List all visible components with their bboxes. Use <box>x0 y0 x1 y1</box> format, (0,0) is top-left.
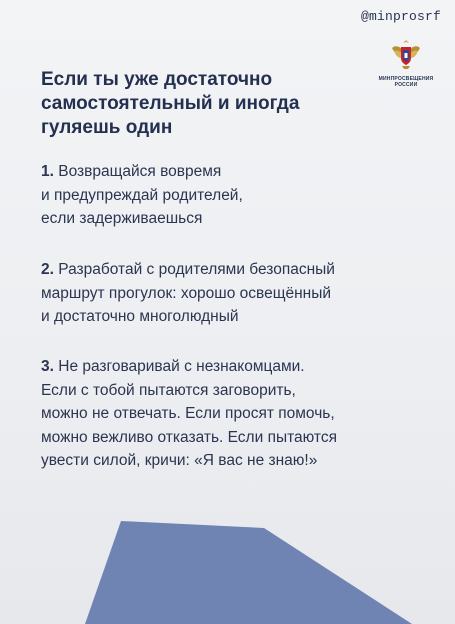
account-handle: @minprosrf <box>360 9 441 24</box>
tip-3-text1: Не разговаривай с незнакомцами. <box>58 358 305 375</box>
tip-2-line3: и достаточно многолюдный <box>41 308 239 325</box>
headline-line2: самостоятельный и иногда <box>41 93 300 114</box>
tip-3-line4: можно вежливо отказать. Если пытаются <box>41 428 337 446</box>
logo-text-line1: МИНПРОСВЕЩЕНИЯ <box>378 76 434 82</box>
tip-2-line2: маршрут прогулок: хорошо освещённый <box>41 284 332 302</box>
tip-2-number: 2. <box>41 261 54 278</box>
tip-1-line3: если задерживаешься <box>41 210 203 227</box>
tip-3-line3: можно не отвечать. Если просят помочь, <box>41 405 335 422</box>
tip-3-line2: Если с тобой пытаются заговорить, <box>41 381 296 399</box>
tip-3-line5: увести силой, кричи: «Я вас не знаю!» <box>41 452 318 469</box>
headline-line1: Если ты уже достаточно <box>41 69 273 90</box>
headline-line3: гуляешь один <box>41 117 173 138</box>
tip-3-number: 3. <box>41 358 54 375</box>
logo-text-line2: РОССИИ <box>394 82 418 88</box>
tip-2-text1: Разработай с родителями безопасный <box>58 261 335 278</box>
tip-1-line2: и предупреждай родителей, <box>41 186 243 204</box>
tip-1-text1: Возвращайся вовремя <box>58 163 222 180</box>
tip-1-number: 1. <box>41 163 54 180</box>
